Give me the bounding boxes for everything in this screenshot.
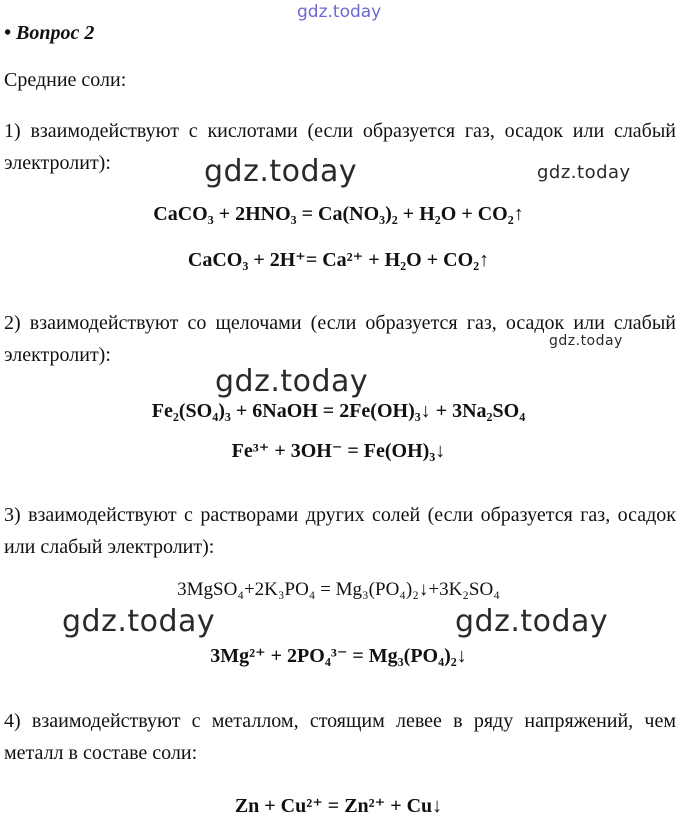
watermark: gdz.today (537, 162, 631, 183)
section-2-text: 2) взаимодействуют со щелочами (если образуется газ, осадок или слабый электролит): (4, 312, 676, 366)
intro-text: Средние соли: (4, 69, 127, 91)
watermark: gdz.today (204, 154, 358, 189)
question-heading: • Вопрос 2 (4, 22, 95, 44)
equation-1-molecular: CaCO₃ + 2HNO₃ = Ca(NO₃)₂ + H₂O + CO₂↑ (153, 203, 524, 225)
equation-3-molecular: 3MgSO₄+2K₃PO₄ = Mg₃(PO₄)₂↓+3K₂SO₄ (177, 579, 500, 600)
section-3-text: 3) взаимодействуют с растворами других солей (если образуется газ, осадок или слабый электролит): (4, 504, 676, 558)
equation-2-molecular: Fe₂(SO₄)₃ + 6NaOH = 2Fe(OH)₃↓ + 3Na₂SO₄ (151, 400, 526, 422)
equation-4-ionic: Zn + Cu²⁺ = Zn²⁺ + Cu↓ (234, 795, 443, 817)
equation-2-ionic: Fe³⁺ + 3OH⁻ = Fe(OH)₃↓ (231, 440, 446, 462)
watermark: gdz.today (62, 604, 216, 639)
section-4-text: 4) взаимодействуют с металлом, стоящим левее в ряду напряжений, чем металл в составе соли: (4, 710, 676, 764)
watermark: gdz.today (455, 604, 609, 639)
watermark: gdz.today (215, 364, 369, 399)
equation-1-ionic: CaCO₃ + 2H⁺= Ca²⁺ + H₂O + CO₂↑ (187, 249, 490, 271)
watermark: gdz.today (549, 333, 623, 349)
watermark-top: gdz.today (297, 2, 382, 22)
section-1-text: 1) взаимодействуют с кислотами (если образуется газ, осадок или слабый электролит): (4, 120, 676, 174)
equation-3-ionic: 3Mg²⁺ + 2PO₄³⁻ = Mg₃(PO₄)₂↓ (210, 645, 467, 667)
